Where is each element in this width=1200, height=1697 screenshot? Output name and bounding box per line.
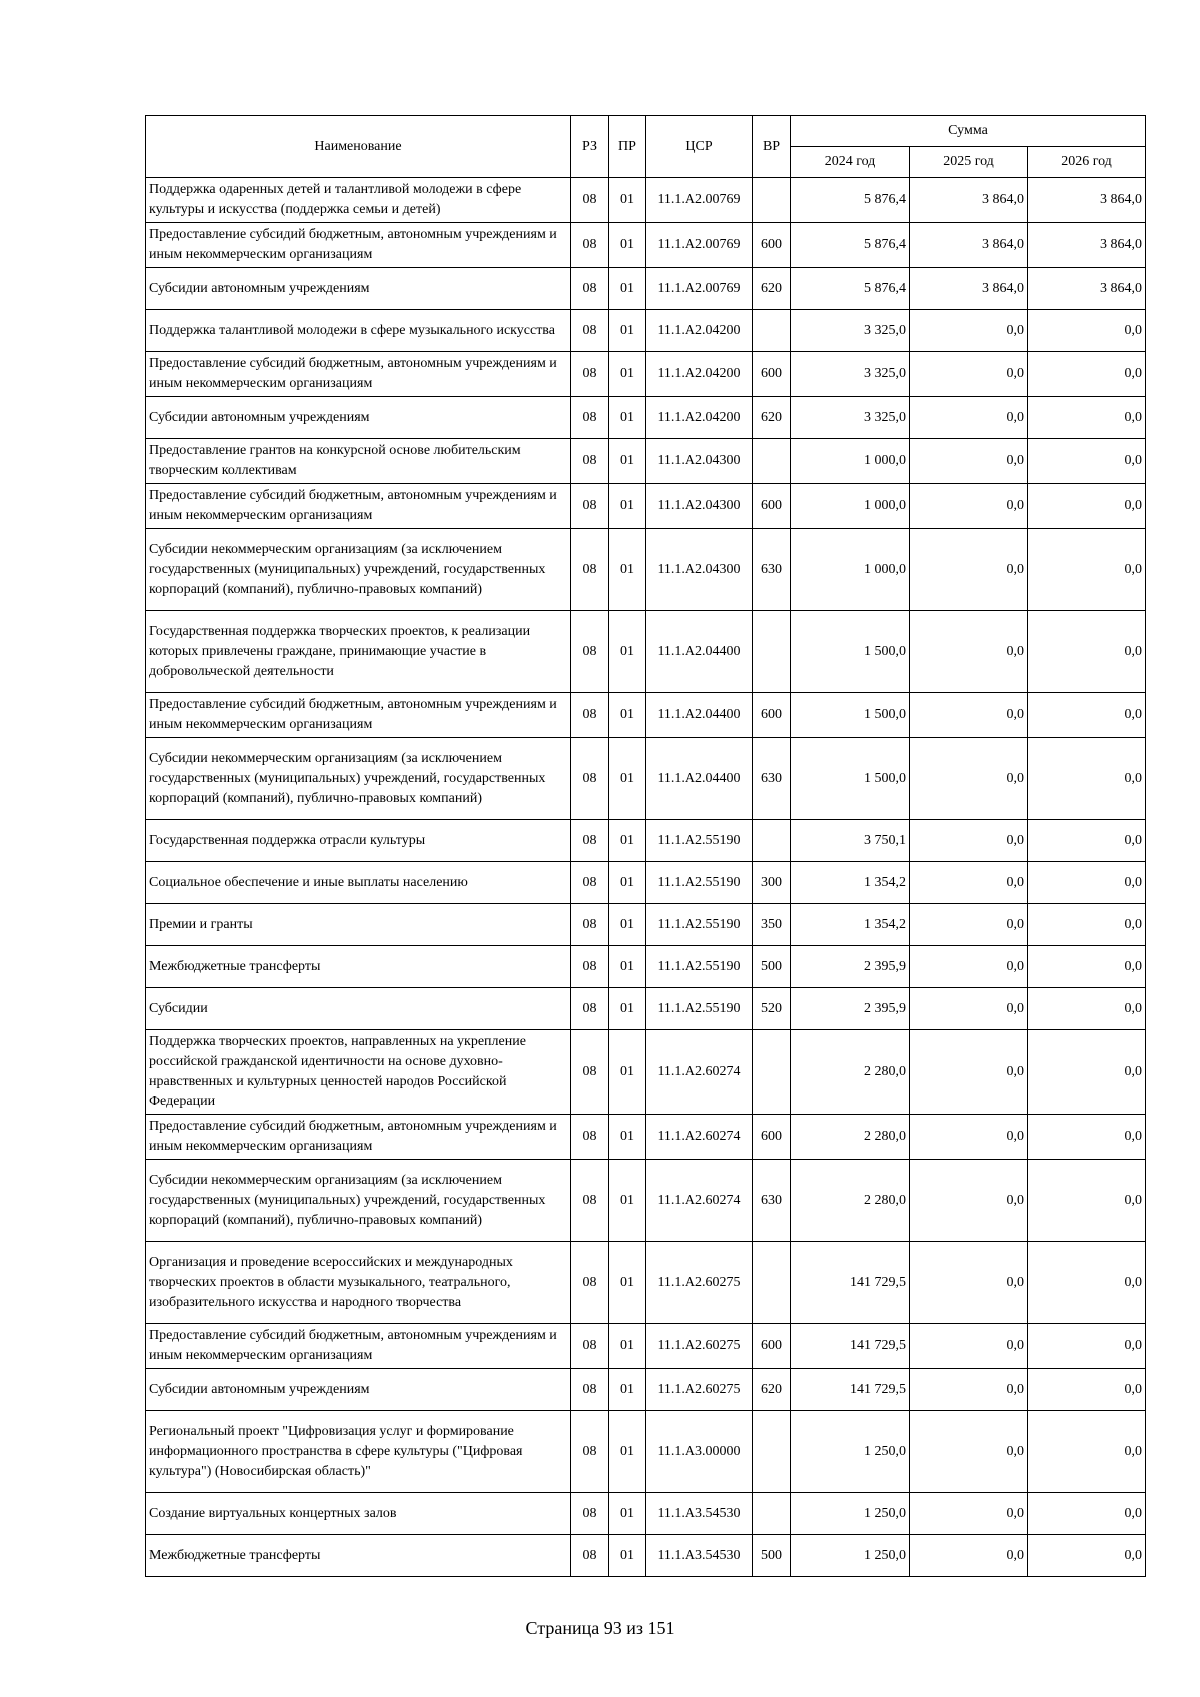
cell-name: Организация и проведение всероссийских и международных творческих проектов в области музыкального, театрального, изобразительного искусства и народного творчества bbox=[146, 1242, 571, 1324]
cell-name: Предоставление субсидий бюджетным, автономным учреждениям и иным некоммерческим организациям bbox=[146, 223, 571, 268]
cell-pr: 01 bbox=[609, 820, 646, 862]
cell-2024: 3 325,0 bbox=[791, 397, 910, 439]
cell-2026: 0,0 bbox=[1028, 1242, 1146, 1324]
cell-2024: 1 000,0 bbox=[791, 439, 910, 484]
cell-rz: 08 bbox=[571, 529, 609, 611]
cell-rz: 08 bbox=[571, 693, 609, 738]
cell-2025: 0,0 bbox=[910, 397, 1028, 439]
cell-2026: 0,0 bbox=[1028, 397, 1146, 439]
cell-rz: 08 bbox=[571, 1324, 609, 1369]
cell-2025: 0,0 bbox=[910, 352, 1028, 397]
cell-csr: 11.1.А2.04300 bbox=[646, 529, 753, 611]
cell-csr: 11.1.А2.60274 bbox=[646, 1160, 753, 1242]
cell-2026: 0,0 bbox=[1028, 1030, 1146, 1115]
cell-2026: 0,0 bbox=[1028, 310, 1146, 352]
cell-name: Субсидии некоммерческим организациям (за исключением государственных (муниципальных) учреждений, государственных корпораций (компаний), публично-правовых компаний) bbox=[146, 529, 571, 611]
cell-name: Поддержка творческих проектов, направленных на укрепление российской гражданской идентичности на основе духовно-нравственных и культурных ценностей народов Российской Федерации bbox=[146, 1030, 571, 1115]
cell-2025: 0,0 bbox=[910, 1369, 1028, 1411]
cell-name: Субсидии автономным учреждениям bbox=[146, 397, 571, 439]
cell-2026: 0,0 bbox=[1028, 693, 1146, 738]
cell-csr: 11.1.А2.04400 bbox=[646, 738, 753, 820]
cell-2025: 0,0 bbox=[910, 310, 1028, 352]
cell-rz: 08 bbox=[571, 178, 609, 223]
page-number: Страница 93 из 151 bbox=[525, 1618, 675, 1638]
table-row bbox=[146, 1242, 1146, 1324]
cell-rz: 08 bbox=[571, 223, 609, 268]
cell-2024: 1 000,0 bbox=[791, 484, 910, 529]
cell-2025: 0,0 bbox=[910, 1411, 1028, 1493]
cell-csr: 11.1.А2.04400 bbox=[646, 693, 753, 738]
cell-2026: 0,0 bbox=[1028, 862, 1146, 904]
cell-2025: 0,0 bbox=[910, 904, 1028, 946]
cell-csr: 11.1.А2.60274 bbox=[646, 1115, 753, 1160]
cell-2025: 0,0 bbox=[910, 1493, 1028, 1535]
cell-rz: 08 bbox=[571, 904, 609, 946]
cell-pr: 01 bbox=[609, 904, 646, 946]
cell-csr: 11.1.А2.55190 bbox=[646, 946, 753, 988]
cell-pr: 01 bbox=[609, 1369, 646, 1411]
cell-vr: 600 bbox=[753, 1115, 791, 1160]
cell-csr: 11.1.А3.54530 bbox=[646, 1535, 753, 1577]
cell-vr bbox=[753, 310, 791, 352]
table-row bbox=[146, 529, 1146, 611]
table-row bbox=[146, 738, 1146, 820]
cell-pr: 01 bbox=[609, 1030, 646, 1115]
cell-name: Поддержка талантливой молодежи в сфере музыкального искусства bbox=[146, 310, 571, 352]
cell-name: Предоставление грантов на конкурсной основе любительским творческим коллективам bbox=[146, 439, 571, 484]
cell-name: Государственная поддержка отрасли культуры bbox=[146, 820, 571, 862]
header-2026: 2026 год bbox=[1028, 147, 1146, 178]
cell-vr: 600 bbox=[753, 693, 791, 738]
cell-vr bbox=[753, 178, 791, 223]
cell-pr: 01 bbox=[609, 1115, 646, 1160]
cell-2025: 3 864,0 bbox=[910, 178, 1028, 223]
table-row bbox=[146, 904, 1146, 946]
cell-vr: 350 bbox=[753, 904, 791, 946]
cell-pr: 01 bbox=[609, 1324, 646, 1369]
cell-2025: 0,0 bbox=[910, 738, 1028, 820]
cell-pr: 01 bbox=[609, 1535, 646, 1577]
cell-csr: 11.1.А2.00769 bbox=[646, 178, 753, 223]
cell-pr: 01 bbox=[609, 1242, 646, 1324]
cell-rz: 08 bbox=[571, 1115, 609, 1160]
cell-name: Межбюджетные трансферты bbox=[146, 946, 571, 988]
cell-2024: 2 280,0 bbox=[791, 1115, 910, 1160]
cell-name: Субсидии некоммерческим организациям (за исключением государственных (муниципальных) учреждений, государственных корпораций (компаний), публично-правовых компаний) bbox=[146, 738, 571, 820]
cell-2025: 0,0 bbox=[910, 1242, 1028, 1324]
cell-rz: 08 bbox=[571, 1242, 609, 1324]
cell-rz: 08 bbox=[571, 310, 609, 352]
cell-2024: 1 354,2 bbox=[791, 862, 910, 904]
cell-vr: 600 bbox=[753, 484, 791, 529]
cell-2025: 0,0 bbox=[910, 1030, 1028, 1115]
cell-rz: 08 bbox=[571, 1411, 609, 1493]
cell-name: Социальное обеспечение и иные выплаты населению bbox=[146, 862, 571, 904]
cell-2026: 3 864,0 bbox=[1028, 268, 1146, 310]
cell-csr: 11.1.А3.54530 bbox=[646, 1493, 753, 1535]
cell-vr: 630 bbox=[753, 529, 791, 611]
cell-rz: 08 bbox=[571, 268, 609, 310]
table-row bbox=[146, 862, 1146, 904]
budget-table bbox=[145, 115, 1146, 1577]
header-sum: Сумма bbox=[791, 116, 1146, 147]
cell-2025: 0,0 bbox=[910, 529, 1028, 611]
cell-2025: 0,0 bbox=[910, 439, 1028, 484]
table-row bbox=[146, 352, 1146, 397]
cell-name: Предоставление субсидий бюджетным, автономным учреждениям и иным некоммерческим организациям bbox=[146, 1115, 571, 1160]
cell-csr: 11.1.А2.60275 bbox=[646, 1242, 753, 1324]
cell-2024: 1 250,0 bbox=[791, 1411, 910, 1493]
header-2025: 2025 год bbox=[910, 147, 1028, 178]
cell-2026: 0,0 bbox=[1028, 1115, 1146, 1160]
table-row bbox=[146, 1369, 1146, 1411]
table-row bbox=[146, 611, 1146, 693]
cell-csr: 11.1.А2.04400 bbox=[646, 611, 753, 693]
cell-2026: 0,0 bbox=[1028, 988, 1146, 1030]
cell-rz: 08 bbox=[571, 1535, 609, 1577]
cell-pr: 01 bbox=[609, 1160, 646, 1242]
cell-pr: 01 bbox=[609, 178, 646, 223]
cell-2026: 0,0 bbox=[1028, 904, 1146, 946]
cell-2024: 141 729,5 bbox=[791, 1242, 910, 1324]
cell-pr: 01 bbox=[609, 946, 646, 988]
cell-2026: 0,0 bbox=[1028, 1324, 1146, 1369]
cell-csr: 11.1.А2.04300 bbox=[646, 484, 753, 529]
cell-rz: 08 bbox=[571, 738, 609, 820]
cell-2024: 5 876,4 bbox=[791, 178, 910, 223]
cell-2026: 0,0 bbox=[1028, 529, 1146, 611]
table-row bbox=[146, 439, 1146, 484]
cell-vr: 620 bbox=[753, 1369, 791, 1411]
cell-2026: 0,0 bbox=[1028, 1493, 1146, 1535]
cell-rz: 08 bbox=[571, 1030, 609, 1115]
cell-rz: 08 bbox=[571, 820, 609, 862]
cell-rz: 08 bbox=[571, 397, 609, 439]
cell-2026: 0,0 bbox=[1028, 820, 1146, 862]
table-row bbox=[146, 178, 1146, 223]
table-row bbox=[146, 310, 1146, 352]
cell-csr: 11.1.А2.55190 bbox=[646, 862, 753, 904]
cell-2024: 3 750,1 bbox=[791, 820, 910, 862]
cell-2025: 0,0 bbox=[910, 988, 1028, 1030]
cell-2026: 0,0 bbox=[1028, 1411, 1146, 1493]
table-header bbox=[146, 116, 1146, 178]
cell-2025: 3 864,0 bbox=[910, 223, 1028, 268]
cell-pr: 01 bbox=[609, 738, 646, 820]
cell-2024: 1 500,0 bbox=[791, 738, 910, 820]
cell-rz: 08 bbox=[571, 352, 609, 397]
cell-csr: 11.1.А3.00000 bbox=[646, 1411, 753, 1493]
cell-2024: 2 395,9 bbox=[791, 946, 910, 988]
table-body bbox=[146, 178, 1146, 1577]
table-row bbox=[146, 397, 1146, 439]
cell-2024: 1 250,0 bbox=[791, 1535, 910, 1577]
cell-2025: 0,0 bbox=[910, 946, 1028, 988]
cell-rz: 08 bbox=[571, 946, 609, 988]
cell-2025: 0,0 bbox=[910, 1160, 1028, 1242]
cell-rz: 08 bbox=[571, 988, 609, 1030]
cell-name: Поддержка одаренных детей и талантливой молодежи в сфере культуры и искусства (поддержка семьи и детей) bbox=[146, 178, 571, 223]
cell-pr: 01 bbox=[609, 352, 646, 397]
cell-2025: 3 864,0 bbox=[910, 268, 1028, 310]
table-row bbox=[146, 1324, 1146, 1369]
cell-vr bbox=[753, 1493, 791, 1535]
cell-2024: 1 250,0 bbox=[791, 1493, 910, 1535]
cell-pr: 01 bbox=[609, 988, 646, 1030]
cell-2024: 1 000,0 bbox=[791, 529, 910, 611]
cell-2026: 0,0 bbox=[1028, 611, 1146, 693]
cell-2026: 0,0 bbox=[1028, 1535, 1146, 1577]
cell-2024: 3 325,0 bbox=[791, 310, 910, 352]
header-pr: ПР bbox=[609, 116, 646, 178]
cell-2026: 0,0 bbox=[1028, 738, 1146, 820]
cell-2024: 3 325,0 bbox=[791, 352, 910, 397]
cell-2026: 0,0 bbox=[1028, 352, 1146, 397]
cell-2024: 1 500,0 bbox=[791, 693, 910, 738]
cell-name: Межбюджетные трансферты bbox=[146, 1535, 571, 1577]
table-row bbox=[146, 1160, 1146, 1242]
cell-2026: 3 864,0 bbox=[1028, 223, 1146, 268]
table-row bbox=[146, 693, 1146, 738]
cell-name: Субсидии автономным учреждениям bbox=[146, 268, 571, 310]
cell-csr: 11.1.А2.00769 bbox=[646, 223, 753, 268]
cell-csr: 11.1.А2.04200 bbox=[646, 310, 753, 352]
cell-name: Субсидии некоммерческим организациям (за исключением государственных (муниципальных) учреждений, государственных корпораций (компаний), публично-правовых компаний) bbox=[146, 1160, 571, 1242]
cell-pr: 01 bbox=[609, 268, 646, 310]
table-row bbox=[146, 268, 1146, 310]
cell-pr: 01 bbox=[609, 529, 646, 611]
cell-pr: 01 bbox=[609, 223, 646, 268]
header-2024: 2024 год bbox=[791, 147, 910, 178]
cell-vr bbox=[753, 611, 791, 693]
cell-rz: 08 bbox=[571, 439, 609, 484]
cell-rz: 08 bbox=[571, 611, 609, 693]
table-row bbox=[146, 1115, 1146, 1160]
cell-vr: 500 bbox=[753, 946, 791, 988]
cell-csr: 11.1.А2.60275 bbox=[646, 1324, 753, 1369]
cell-2025: 0,0 bbox=[910, 484, 1028, 529]
cell-2026: 0,0 bbox=[1028, 439, 1146, 484]
cell-vr bbox=[753, 439, 791, 484]
cell-2024: 2 395,9 bbox=[791, 988, 910, 1030]
header-vr: ВР bbox=[753, 116, 791, 178]
cell-rz: 08 bbox=[571, 862, 609, 904]
cell-2026: 3 864,0 bbox=[1028, 178, 1146, 223]
cell-2025: 0,0 bbox=[910, 693, 1028, 738]
cell-pr: 01 bbox=[609, 439, 646, 484]
cell-name: Государственная поддержка творческих проектов, к реализации которых привлечены граждане, принимающие участие в добровольческой деятельности bbox=[146, 611, 571, 693]
cell-csr: 11.1.А2.55190 bbox=[646, 988, 753, 1030]
cell-2024: 2 280,0 bbox=[791, 1160, 910, 1242]
cell-name: Субсидии автономным учреждениям bbox=[146, 1369, 571, 1411]
cell-2024: 141 729,5 bbox=[791, 1369, 910, 1411]
cell-vr bbox=[753, 1242, 791, 1324]
cell-csr: 11.1.А2.04200 bbox=[646, 397, 753, 439]
cell-2025: 0,0 bbox=[910, 1115, 1028, 1160]
table-row bbox=[146, 484, 1146, 529]
cell-vr: 600 bbox=[753, 352, 791, 397]
cell-2024: 1 354,2 bbox=[791, 904, 910, 946]
cell-name: Предоставление субсидий бюджетным, автономным учреждениям и иным некоммерческим организациям bbox=[146, 693, 571, 738]
cell-pr: 01 bbox=[609, 611, 646, 693]
cell-vr: 600 bbox=[753, 1324, 791, 1369]
cell-vr: 630 bbox=[753, 1160, 791, 1242]
cell-2026: 0,0 bbox=[1028, 1369, 1146, 1411]
header-csr: ЦСР bbox=[646, 116, 753, 178]
cell-vr: 630 bbox=[753, 738, 791, 820]
cell-vr: 620 bbox=[753, 397, 791, 439]
cell-vr bbox=[753, 820, 791, 862]
cell-name: Создание виртуальных концертных залов bbox=[146, 1493, 571, 1535]
cell-name: Предоставление субсидий бюджетным, автономным учреждениям и иным некоммерческим организациям bbox=[146, 352, 571, 397]
cell-rz: 08 bbox=[571, 1493, 609, 1535]
cell-rz: 08 bbox=[571, 1369, 609, 1411]
table-row bbox=[146, 946, 1146, 988]
cell-pr: 01 bbox=[609, 397, 646, 439]
table-row bbox=[146, 1493, 1146, 1535]
header-rz: РЗ bbox=[571, 116, 609, 178]
cell-pr: 01 bbox=[609, 693, 646, 738]
cell-2024: 5 876,4 bbox=[791, 268, 910, 310]
header-name: Наименование bbox=[146, 116, 571, 178]
table-row bbox=[146, 988, 1146, 1030]
cell-2025: 0,0 bbox=[910, 611, 1028, 693]
cell-2024: 141 729,5 bbox=[791, 1324, 910, 1369]
cell-2026: 0,0 bbox=[1028, 1160, 1146, 1242]
cell-pr: 01 bbox=[609, 1493, 646, 1535]
cell-2025: 0,0 bbox=[910, 1324, 1028, 1369]
cell-2025: 0,0 bbox=[910, 820, 1028, 862]
table-row bbox=[146, 1030, 1146, 1115]
cell-name: Предоставление субсидий бюджетным, автономным учреждениям и иным некоммерческим организациям bbox=[146, 1324, 571, 1369]
cell-csr: 11.1.А2.60274 bbox=[646, 1030, 753, 1115]
table-row bbox=[146, 1411, 1146, 1493]
cell-vr: 300 bbox=[753, 862, 791, 904]
cell-2025: 0,0 bbox=[910, 1535, 1028, 1577]
cell-vr: 620 bbox=[753, 268, 791, 310]
cell-name: Предоставление субсидий бюджетным, автономным учреждениям и иным некоммерческим организациям bbox=[146, 484, 571, 529]
cell-csr: 11.1.А2.60275 bbox=[646, 1369, 753, 1411]
cell-vr bbox=[753, 1030, 791, 1115]
table-row bbox=[146, 223, 1146, 268]
cell-name: Субсидии bbox=[146, 988, 571, 1030]
cell-pr: 01 bbox=[609, 862, 646, 904]
table-row bbox=[146, 820, 1146, 862]
cell-name: Премии и гранты bbox=[146, 904, 571, 946]
cell-rz: 08 bbox=[571, 1160, 609, 1242]
cell-csr: 11.1.А2.04300 bbox=[646, 439, 753, 484]
cell-csr: 11.1.А2.00769 bbox=[646, 268, 753, 310]
cell-2024: 1 500,0 bbox=[791, 611, 910, 693]
cell-pr: 01 bbox=[609, 1411, 646, 1493]
cell-vr: 600 bbox=[753, 223, 791, 268]
cell-2026: 0,0 bbox=[1028, 484, 1146, 529]
cell-csr: 11.1.А2.04200 bbox=[646, 352, 753, 397]
cell-name: Региональный проект "Цифровизация услуг и формирование информационного пространства в сфере культуры ("Цифровая культура") (Новосибирская область)" bbox=[146, 1411, 571, 1493]
cell-vr bbox=[753, 1411, 791, 1493]
cell-csr: 11.1.А2.55190 bbox=[646, 904, 753, 946]
cell-2026: 0,0 bbox=[1028, 946, 1146, 988]
cell-vr: 520 bbox=[753, 988, 791, 1030]
cell-vr: 500 bbox=[753, 1535, 791, 1577]
cell-rz: 08 bbox=[571, 484, 609, 529]
cell-pr: 01 bbox=[609, 310, 646, 352]
cell-2024: 5 876,4 bbox=[791, 223, 910, 268]
cell-2024: 2 280,0 bbox=[791, 1030, 910, 1115]
cell-2025: 0,0 bbox=[910, 862, 1028, 904]
cell-csr: 11.1.А2.55190 bbox=[646, 820, 753, 862]
cell-pr: 01 bbox=[609, 484, 646, 529]
table-row bbox=[146, 1535, 1146, 1577]
